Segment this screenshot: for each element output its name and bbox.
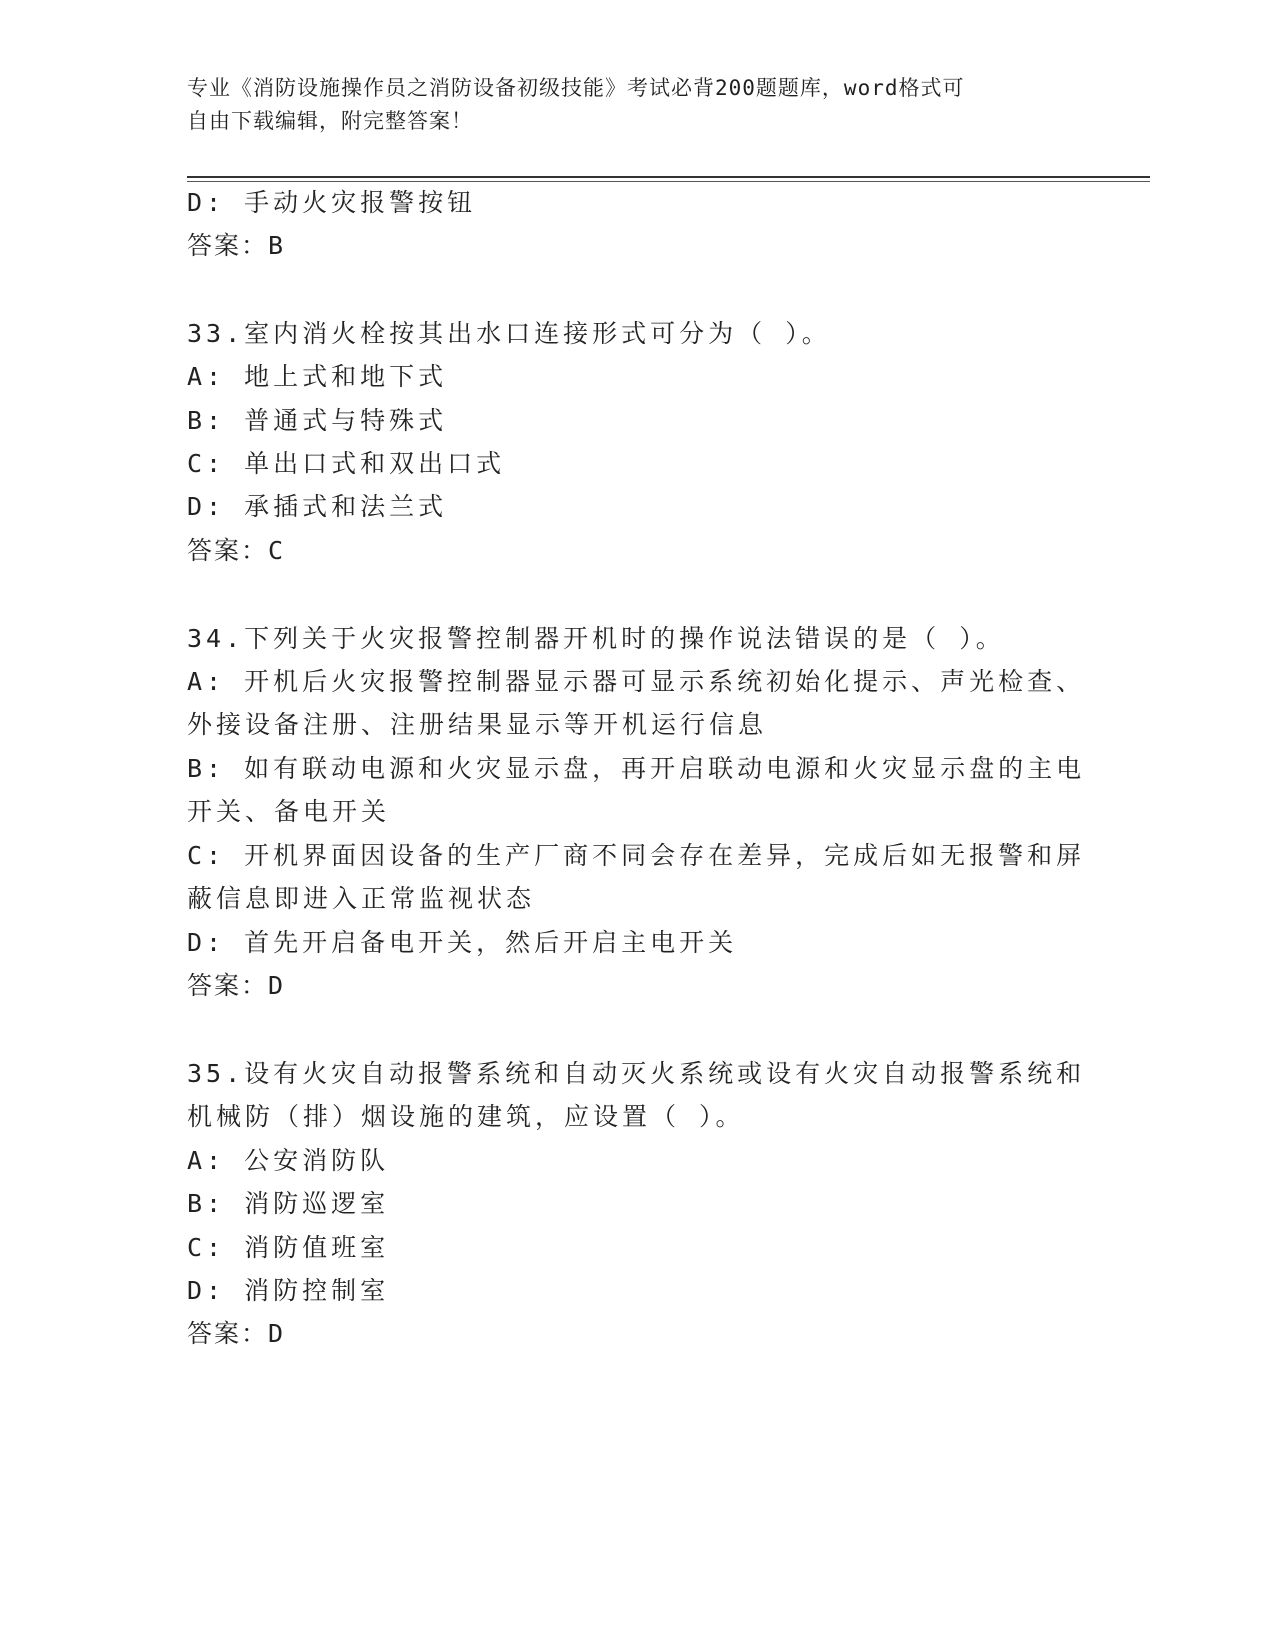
q33-option-a: A: 地上式和地下式 — [187, 362, 448, 391]
q33-option-c: C: 单出口式和双出口式 — [187, 449, 506, 478]
q33-answer: 答案：C — [187, 536, 286, 565]
header-line-1: 专业《消防设施操作员之消防设备初级技能》考试必背200题题库，word格式可 — [187, 76, 965, 100]
q34-option-d: D: 首先开启备电开关，然后开启主电开关 — [187, 928, 738, 957]
q33-stem: 33.室内消火栓按其出水口连接形式可分为（ ）。 — [187, 319, 831, 348]
q35-option-b: B: 消防巡逻室 — [187, 1189, 390, 1218]
q35-option-c: C: 消防值班室 — [187, 1233, 390, 1262]
q35-option-a: A: 公安消防队 — [187, 1146, 390, 1175]
q34-stem: 34.下列关于火灾报警控制器开机时的操作说法错误的是（ ）。 — [187, 624, 1005, 653]
document-header — [187, 72, 1087, 138]
q32-option-d: D: 手动火灾报警按钮 — [187, 188, 477, 217]
q35-stem-line2: 机械防（排）烟设施的建筑，应设置（ ）。 — [187, 1102, 745, 1131]
q33-option-d: D: 承插式和法兰式 — [187, 492, 448, 521]
q34-option-c-line1: C: 开机界面因设备的生产厂商不同会存在差异，完成后如无报警和屏 — [187, 841, 1086, 870]
q34-option-a-line2: 外接设备注册、注册结果显示等开机运行信息 — [187, 710, 768, 739]
q34-option-b-line1: B: 如有联动电源和火灾显示盘，再开启联动电源和火灾显示盘的主电 — [187, 754, 1086, 783]
header-divider-thick — [187, 176, 1150, 178]
q32-answer: 答案：B — [187, 231, 286, 260]
header-line-2: 自由下载编辑，附完整答案！ — [187, 109, 473, 133]
q34-option-a-line1: A: 开机后火灾报警控制器显示器可显示系统初始化提示、声光检查、 — [187, 667, 1086, 696]
q34-answer: 答案：D — [187, 971, 286, 1000]
q34-option-c-line2: 蔽信息即进入正常监视状态 — [187, 884, 536, 913]
q35-stem-line1: 35.设有火灾自动报警系统和自动灭火系统或设有火灾自动报警系统和 — [187, 1059, 1086, 1088]
q34-option-b-line2: 开关、备电开关 — [187, 797, 391, 826]
q33-option-b: B: 普通式与特殊式 — [187, 406, 448, 435]
q35-answer: 答案：D — [187, 1319, 286, 1348]
q35-option-d: D: 消防控制室 — [187, 1276, 390, 1305]
